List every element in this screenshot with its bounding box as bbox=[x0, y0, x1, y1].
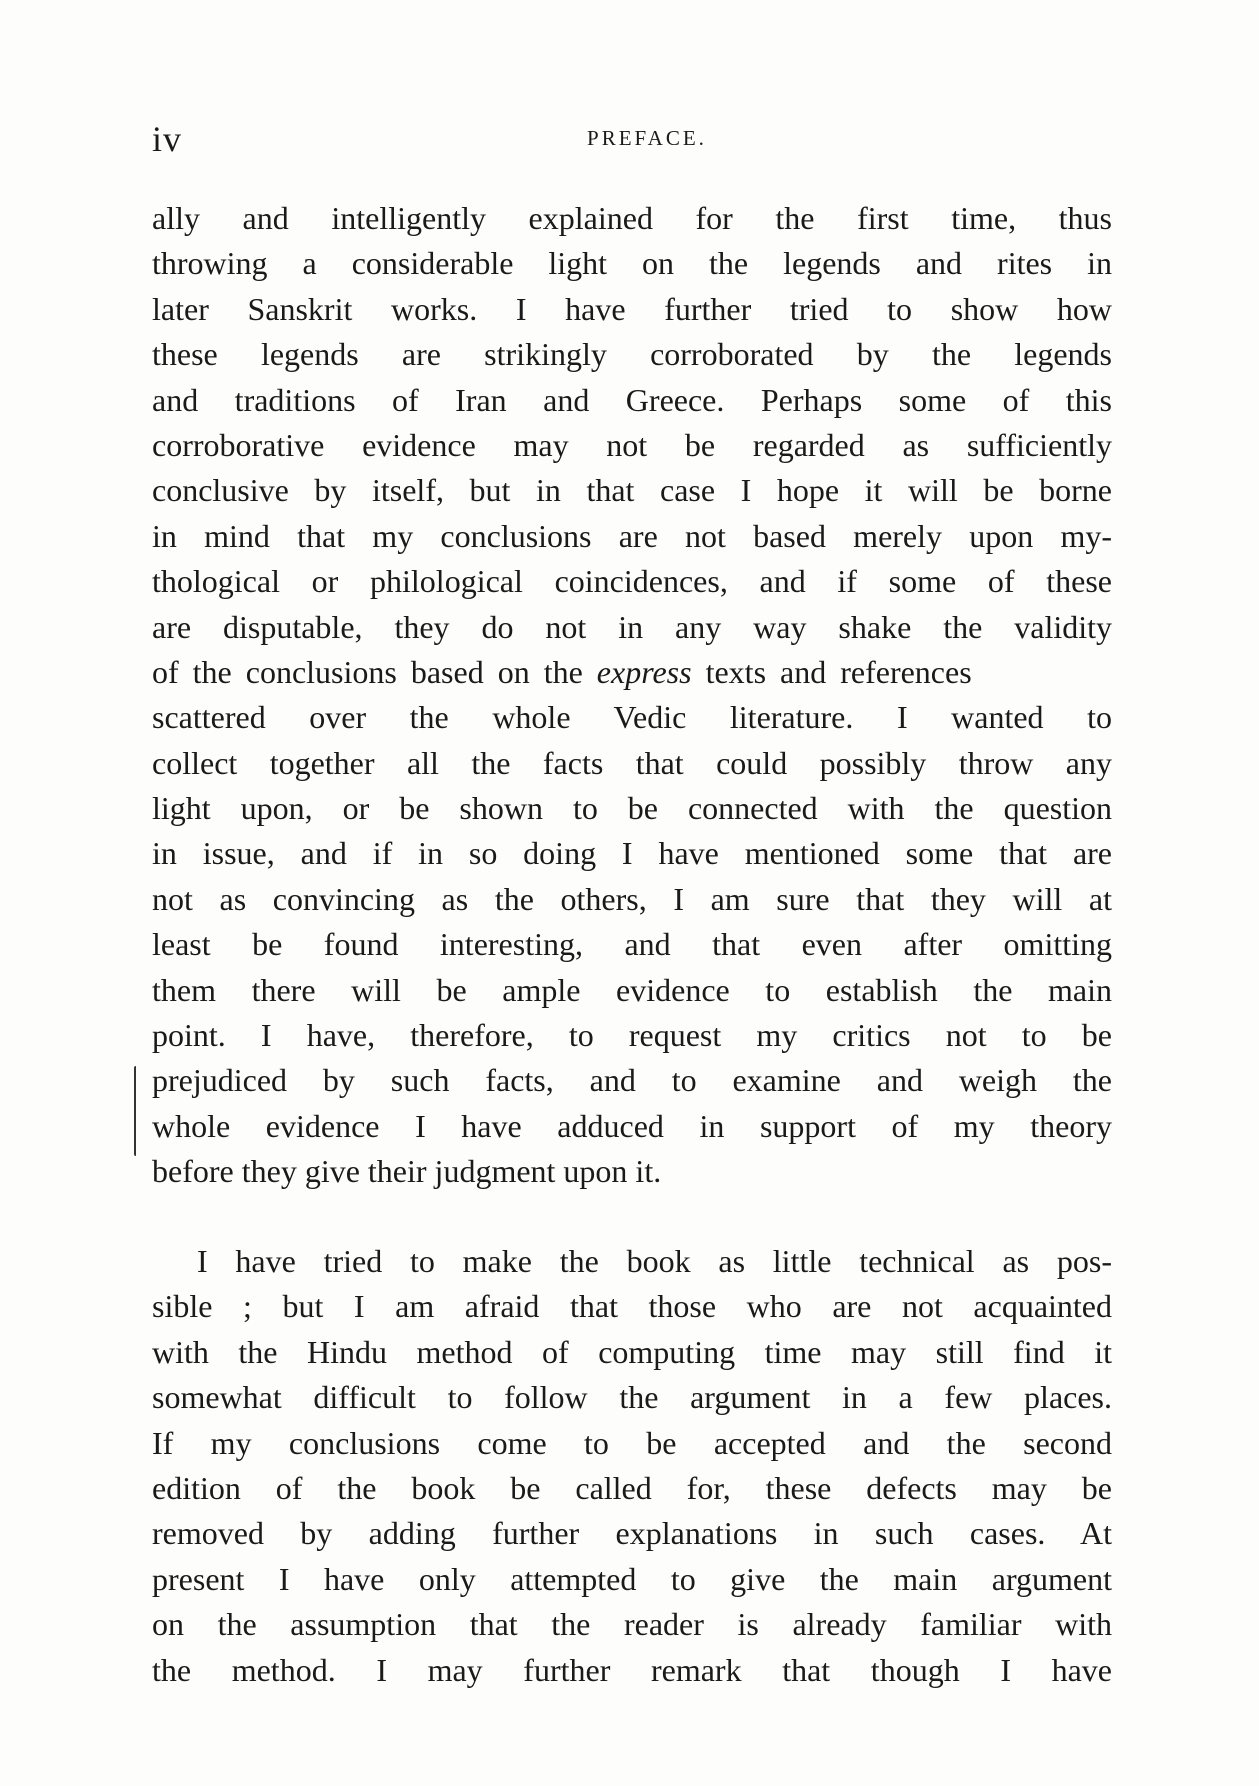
text-line: not as convincing as the others, I am sure that they will at bbox=[152, 880, 1112, 917]
text-line: corroborative evidence may not be regarded as sufficiently bbox=[152, 426, 1112, 463]
text-line: are disputable, they do not in any way shake the validity bbox=[152, 608, 1112, 645]
running-head bbox=[152, 118, 1112, 158]
margin-mark bbox=[134, 1066, 142, 1156]
text-line: on the assumption that the reader is already familiar with bbox=[152, 1606, 1112, 1643]
paragraph-1 bbox=[152, 196, 1112, 1195]
text-line: collect together all the facts that could possibly throw any bbox=[152, 744, 1112, 781]
text-line: them there will be ample evidence to establish the main bbox=[152, 971, 1112, 1008]
text-line: later Sanskrit works. I have further tried to show how bbox=[152, 290, 1112, 327]
text-line: prejudiced by such facts, and to examine and weigh the bbox=[152, 1062, 1112, 1099]
text-line: and traditions of Iran and Greece. Perhaps some of this bbox=[152, 381, 1112, 418]
text-line: light upon, or be shown to be connected with the question bbox=[152, 790, 1112, 827]
text-line: throwing a considerable light on the legends and rites in bbox=[152, 245, 1112, 282]
text-line: these legends are strikingly corroborated by the legends bbox=[152, 336, 1112, 373]
text-line: conclusive by itself, but in that case I hope it will be borne bbox=[152, 472, 1112, 509]
text-line: sible ; but I am afraid that those who are not acquainted bbox=[152, 1288, 1112, 1325]
text-line: scattered over the whole Vedic literature. I wanted to bbox=[152, 699, 1112, 736]
text-line: thological or philological coincidences, and if some of these bbox=[152, 563, 1112, 600]
text-segment: texts and references bbox=[691, 653, 972, 690]
page-number: iv bbox=[152, 119, 183, 159]
text-line: somewhat difficult to follow the argument in a few places. bbox=[152, 1379, 1112, 1416]
paragraph-2 bbox=[152, 1239, 1112, 1693]
text-line bbox=[152, 650, 1112, 695]
text-line: edition of the book be called for, these defects may be bbox=[152, 1469, 1112, 1506]
text-line: whole evidence I have adduced in support of my theory bbox=[152, 1107, 1112, 1144]
text-line: I have tried to make the book as little technical as pos- bbox=[197, 1243, 1112, 1279]
text-segment: of the conclusions based on the bbox=[152, 653, 597, 690]
text-line: the method. I may further remark that though I have bbox=[152, 1651, 1112, 1688]
text-line: ally and intelligently explained for the first time, thus bbox=[152, 200, 1112, 236]
text-line: present I have only attempted to give the main argument bbox=[152, 1560, 1112, 1597]
text-line: least be found interesting, and that even after omitting bbox=[152, 926, 1112, 963]
text-line: before they give their judgment upon it. bbox=[152, 1153, 662, 1190]
italic-word: express bbox=[596, 653, 692, 690]
text-line: with the Hindu method of computing time may still find it bbox=[152, 1333, 1112, 1370]
page-title: PREFACE. bbox=[587, 126, 707, 150]
text-line: point. I have, therefore, to request my critics not to be bbox=[152, 1017, 1112, 1054]
text-line: removed by adding further explanations in such cases. At bbox=[152, 1515, 1112, 1552]
text-line: If my conclusions come to be accepted and the second bbox=[152, 1424, 1112, 1461]
text-line: in issue, and if in so doing I have mentioned some that are bbox=[152, 835, 1112, 872]
text-line: in mind that my conclusions are not based merely upon my- bbox=[152, 517, 1112, 554]
